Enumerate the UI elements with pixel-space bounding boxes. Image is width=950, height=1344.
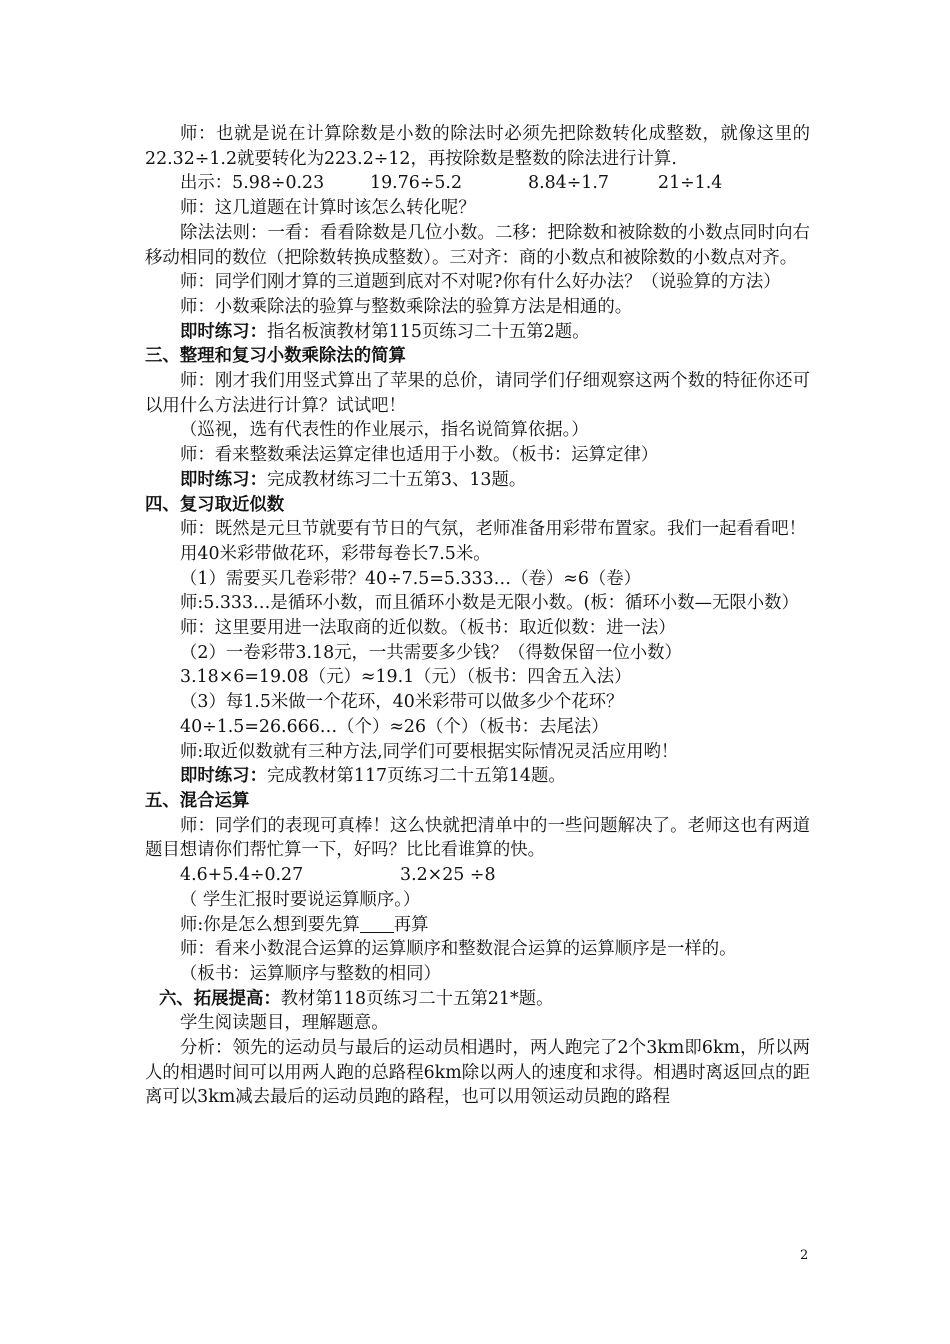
section-heading	[145, 987, 810, 1012]
practice-label: 即时练习：	[180, 766, 267, 787]
section-heading: 四、复习取近似数	[145, 494, 285, 515]
example-1: 出示：5.98÷0.23	[180, 173, 325, 194]
paragraph: 学生阅读题目，理解题意。	[180, 1013, 389, 1034]
paragraph: （2）一卷彩带3.18元，一共需要多少钱？（得数保留一位小数）	[180, 642, 682, 663]
practice-line	[145, 320, 810, 345]
expression-2: 3.2×25 ÷8	[400, 865, 496, 886]
paragraph: 师：刚才我们用竖式算出了苹果的总价，请同学们仔细观察这两个数的特征你还可以用什么方法进行计算？试试吧！	[145, 371, 810, 416]
paragraph: 3.18×6=19.08（元）≈19.1（元）（板书：四舍五入法）	[180, 667, 632, 688]
paragraph: （1）需要买几卷彩带？40÷7.5=5.333…（卷）≈6（卷）	[180, 568, 642, 589]
practice-text: 完成教材第117页练习二十五第14题。	[266, 766, 566, 787]
paragraph: 师：也就是说在计算除数是小数的除法时必须先把除数转化成整数，就像这里的22.32÷1.2就要转化为223.2÷12，再按除数是整数的除法进行计算.	[145, 124, 810, 169]
practice-line	[145, 468, 810, 493]
paragraph: 用40米彩带做花环，彩带每卷长7.5米。	[180, 543, 491, 564]
paragraph: 师：看来小数混合运算的运算顺序和整数混合运算的运算顺序是一样的。	[180, 939, 737, 960]
section-heading-text: 教材第118页练习二十五第21*题。	[280, 988, 554, 1009]
paragraph: 师：这几道题在计算时该怎么转化呢？	[180, 198, 476, 219]
section-heading: 五、混合运算	[145, 790, 250, 811]
example-2: 19.76÷5.2	[370, 173, 463, 194]
practice-label: 即时练习：	[180, 469, 267, 490]
paragraph: 师：同学们刚才算的三道题到底对不对呢?你有什么好办法？（说验算的方法）	[180, 272, 781, 293]
paragraph: （3）每1.5米做一个花环，40米彩带可以做多少个花环？	[180, 692, 624, 713]
paragraph: 师:取近似数就有三种方法,同学们可要根据实际情况灵活应用哟！	[180, 741, 679, 762]
section-heading: 三、整理和复习小数乘除法的简算	[145, 346, 406, 367]
question-text: 师:你是怎么想到要先算	[180, 914, 360, 935]
paragraph: 分析：领先的运动员与最后的运动员相遇时，两人跑完了2个3km即6km，所以两人的相遇时间可以用两人跑的总路程6km除以两人的速度和求得。相遇时离返回点的距离可以3km减去最后的运动员跑的路程，也可以用领运动员跑的路程	[145, 1038, 810, 1108]
practice-line	[145, 764, 810, 789]
paragraph: 师：这里要用进一法取商的近似数。（板书：取近似数：进一法）	[180, 618, 676, 639]
section-heading-label: 六、拓展提高：	[159, 988, 281, 1009]
paragraph: 师：既然是元旦节就要有节日的气氛，老师准备用彩带布置家。我们一起看看吧！	[180, 519, 807, 540]
practice-text: 完成教材练习二十五第3、13题。	[266, 469, 527, 490]
paragraph: 师：同学们的表现可真棒！这么快就把清单中的一些问题解决了。老师这也有两道题目想请你们帮忙算一下，好吗？比比看谁算的快。	[145, 815, 810, 861]
paragraph: 师:5.333…是循环小数，而且循环小数是无限小数。(板：循环小数—无限小数）	[180, 593, 799, 614]
paragraph: 师：小数乘除法的验算与整数乘除法的验算方法是相通的。	[180, 296, 633, 317]
paragraph: （板书：运算顺序与整数的相同）	[180, 963, 441, 984]
paragraph: （巡视，选有代表性的作业展示，指名说简算依据。）	[180, 420, 589, 441]
blank-line	[360, 914, 394, 933]
paragraph: （ 学生汇报时要说运算顺序。）	[180, 889, 421, 910]
question-text-end: 再算	[393, 914, 429, 935]
paragraph	[145, 913, 810, 938]
document-body	[145, 122, 810, 1110]
example-row	[145, 171, 810, 196]
example-3: 8.84÷1.7	[528, 173, 609, 194]
practice-text: 指名板演教材第115页练习二十五第2题。	[266, 321, 590, 342]
example-4: 21÷1.4	[658, 173, 723, 194]
expression-1: 4.6+5.4÷0.27	[180, 865, 304, 886]
page-number: 2	[800, 1248, 809, 1263]
practice-label: 即时练习：	[180, 321, 267, 342]
paragraph: 40÷1.5=26.666…（个）≈26（个）（板书：去尾法）	[180, 716, 609, 737]
paragraph: 除法法则：一看：看看除数是几位小数。二移：把除数和被除数的小数点同时向右移动相同的数位（把除数转换成整数）。三对齐：商的小数点和被除数的小数点对齐。	[145, 222, 810, 268]
expression-row	[145, 863, 810, 888]
paragraph: 师：看来整数乘法运算定律也适用于小数。（板书：运算定律）	[180, 445, 659, 466]
